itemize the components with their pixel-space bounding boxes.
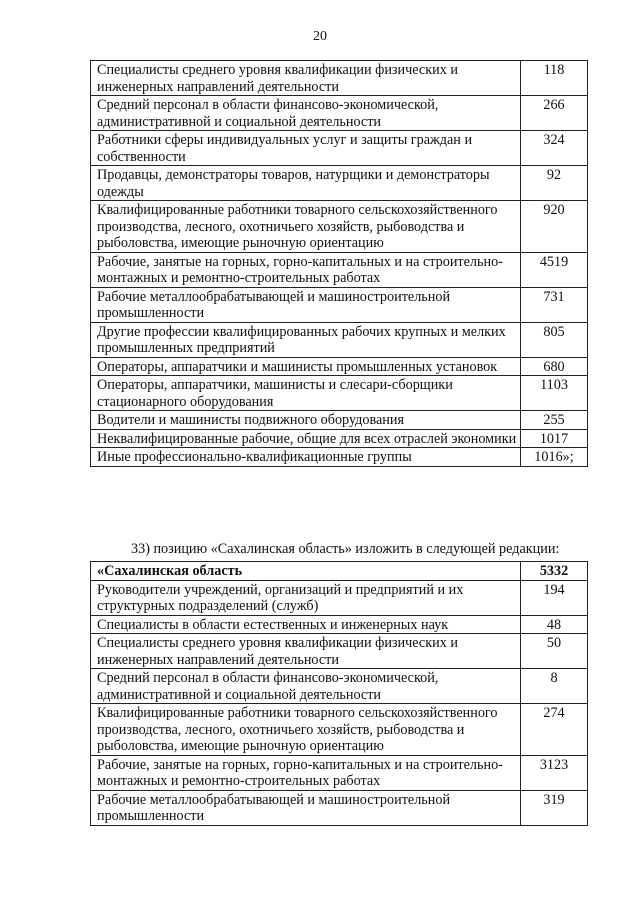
page-number: 20 xyxy=(313,29,327,44)
occupation-label: Средний персонал в области финансово-экономической, административной и социальной деятельности xyxy=(91,96,521,131)
sakhalin-table xyxy=(90,561,588,826)
occupation-label: Операторы, аппаратчики и машинисты промышленных установок xyxy=(91,357,521,376)
occupation-label: Работники сферы индивидуальных услуг и защиты граждан и собственности xyxy=(91,131,521,166)
occupation-value: 48 xyxy=(521,615,588,634)
occupation-value: 920 xyxy=(521,201,588,253)
table-row xyxy=(91,580,588,615)
occupation-value: 805 xyxy=(521,322,588,357)
occupation-value: 319 xyxy=(521,790,588,825)
table-row xyxy=(91,322,588,357)
occupation-label: Квалифицированные работники товарного сельскохозяйственного производства, лесного, охотничьего хозяйств, рыбоводства и рыболовства, имеющие рыночную ориентацию xyxy=(91,704,521,756)
region-name: «Сахалинская область xyxy=(91,562,521,581)
occupation-value: 731 xyxy=(521,287,588,322)
occupation-value: 1016»; xyxy=(521,448,588,467)
occupation-label: Руководители учреждений, организаций и предприятий и их структурных подразделений (служб) xyxy=(91,580,521,615)
table-row xyxy=(91,429,588,448)
table-row xyxy=(91,411,588,430)
occupation-value: 194 xyxy=(521,580,588,615)
occupation-value: 255 xyxy=(521,411,588,430)
occupation-label: Другие профессии квалифицированных рабочих крупных и мелких промышленных предприятий xyxy=(91,322,521,357)
occupation-value: 274 xyxy=(521,704,588,756)
occupation-value: 50 xyxy=(521,634,588,669)
table-row xyxy=(91,448,588,467)
amendment-intro-text: 33) позицию «Сахалинская область» изложить в следующей редакции: xyxy=(131,541,560,557)
occupation-label: Рабочие металлообрабатывающей и машиностроительной промышленности xyxy=(91,790,521,825)
occupation-label: Операторы, аппаратчики, машинисты и слесари-сборщики стационарного оборудования xyxy=(91,376,521,411)
table-row xyxy=(91,357,588,376)
table-body xyxy=(91,61,588,467)
occupation-label: Специалисты среднего уровня квалификации физических и инженерных направлений деятельности xyxy=(91,61,521,96)
occupation-table-top xyxy=(90,60,588,467)
table-row xyxy=(91,790,588,825)
occupation-value: 4519 xyxy=(521,252,588,287)
occupation-label: Продавцы, демонстраторы товаров, натурщики и демонстраторы одежды xyxy=(91,166,521,201)
occupation-label: Иные профессионально-квалификационные группы xyxy=(91,448,521,467)
table-row xyxy=(91,615,588,634)
table-row xyxy=(91,166,588,201)
table-row xyxy=(91,131,588,166)
occupation-label: Неквалифицированные рабочие, общие для всех отраслей экономики xyxy=(91,429,521,448)
table-row xyxy=(91,669,588,704)
table-body xyxy=(91,562,588,826)
occupation-label: Рабочие, занятые на горных, горно-капитальных и на строительно-монтажных и ремонтно-строительных работах xyxy=(91,755,521,790)
occupation-value: 92 xyxy=(521,166,588,201)
occupation-label: Водители и машинисты подвижного оборудования xyxy=(91,411,521,430)
occupation-label: Рабочие металлообрабатывающей и машиностроительной промышленности xyxy=(91,287,521,322)
table-row xyxy=(91,704,588,756)
occupation-value: 3123 xyxy=(521,755,588,790)
occupation-value: 118 xyxy=(521,61,588,96)
table-row xyxy=(91,61,588,96)
table-row xyxy=(91,252,588,287)
occupation-value: 680 xyxy=(521,357,588,376)
occupation-label: Специалисты среднего уровня квалификации физических и инженерных направлений деятельности xyxy=(91,634,521,669)
occupation-label: Квалифицированные работники товарного сельскохозяйственного производства, лесного, охотничьего хозяйств, рыбоводства и рыболовства, имеющие рыночную ориентацию xyxy=(91,201,521,253)
occupation-label: Средний персонал в области финансово-экономической, административной и социальной деятельности xyxy=(91,669,521,704)
occupation-label: Рабочие, занятые на горных, горно-капитальных и на строительно-монтажных и ремонтно-строительных работах xyxy=(91,252,521,287)
table-row xyxy=(91,96,588,131)
occupation-value: 324 xyxy=(521,131,588,166)
occupation-value: 266 xyxy=(521,96,588,131)
table-row xyxy=(91,755,588,790)
occupation-label: Специалисты в области естественных и инженерных наук xyxy=(91,615,521,634)
table-row xyxy=(91,376,588,411)
occupation-value: 1103 xyxy=(521,376,588,411)
table-row xyxy=(91,287,588,322)
occupation-value: 8 xyxy=(521,669,588,704)
region-header-row xyxy=(91,562,588,581)
table-row xyxy=(91,634,588,669)
table-row xyxy=(91,201,588,253)
occupation-value: 1017 xyxy=(521,429,588,448)
region-total: 5332 xyxy=(521,562,588,581)
